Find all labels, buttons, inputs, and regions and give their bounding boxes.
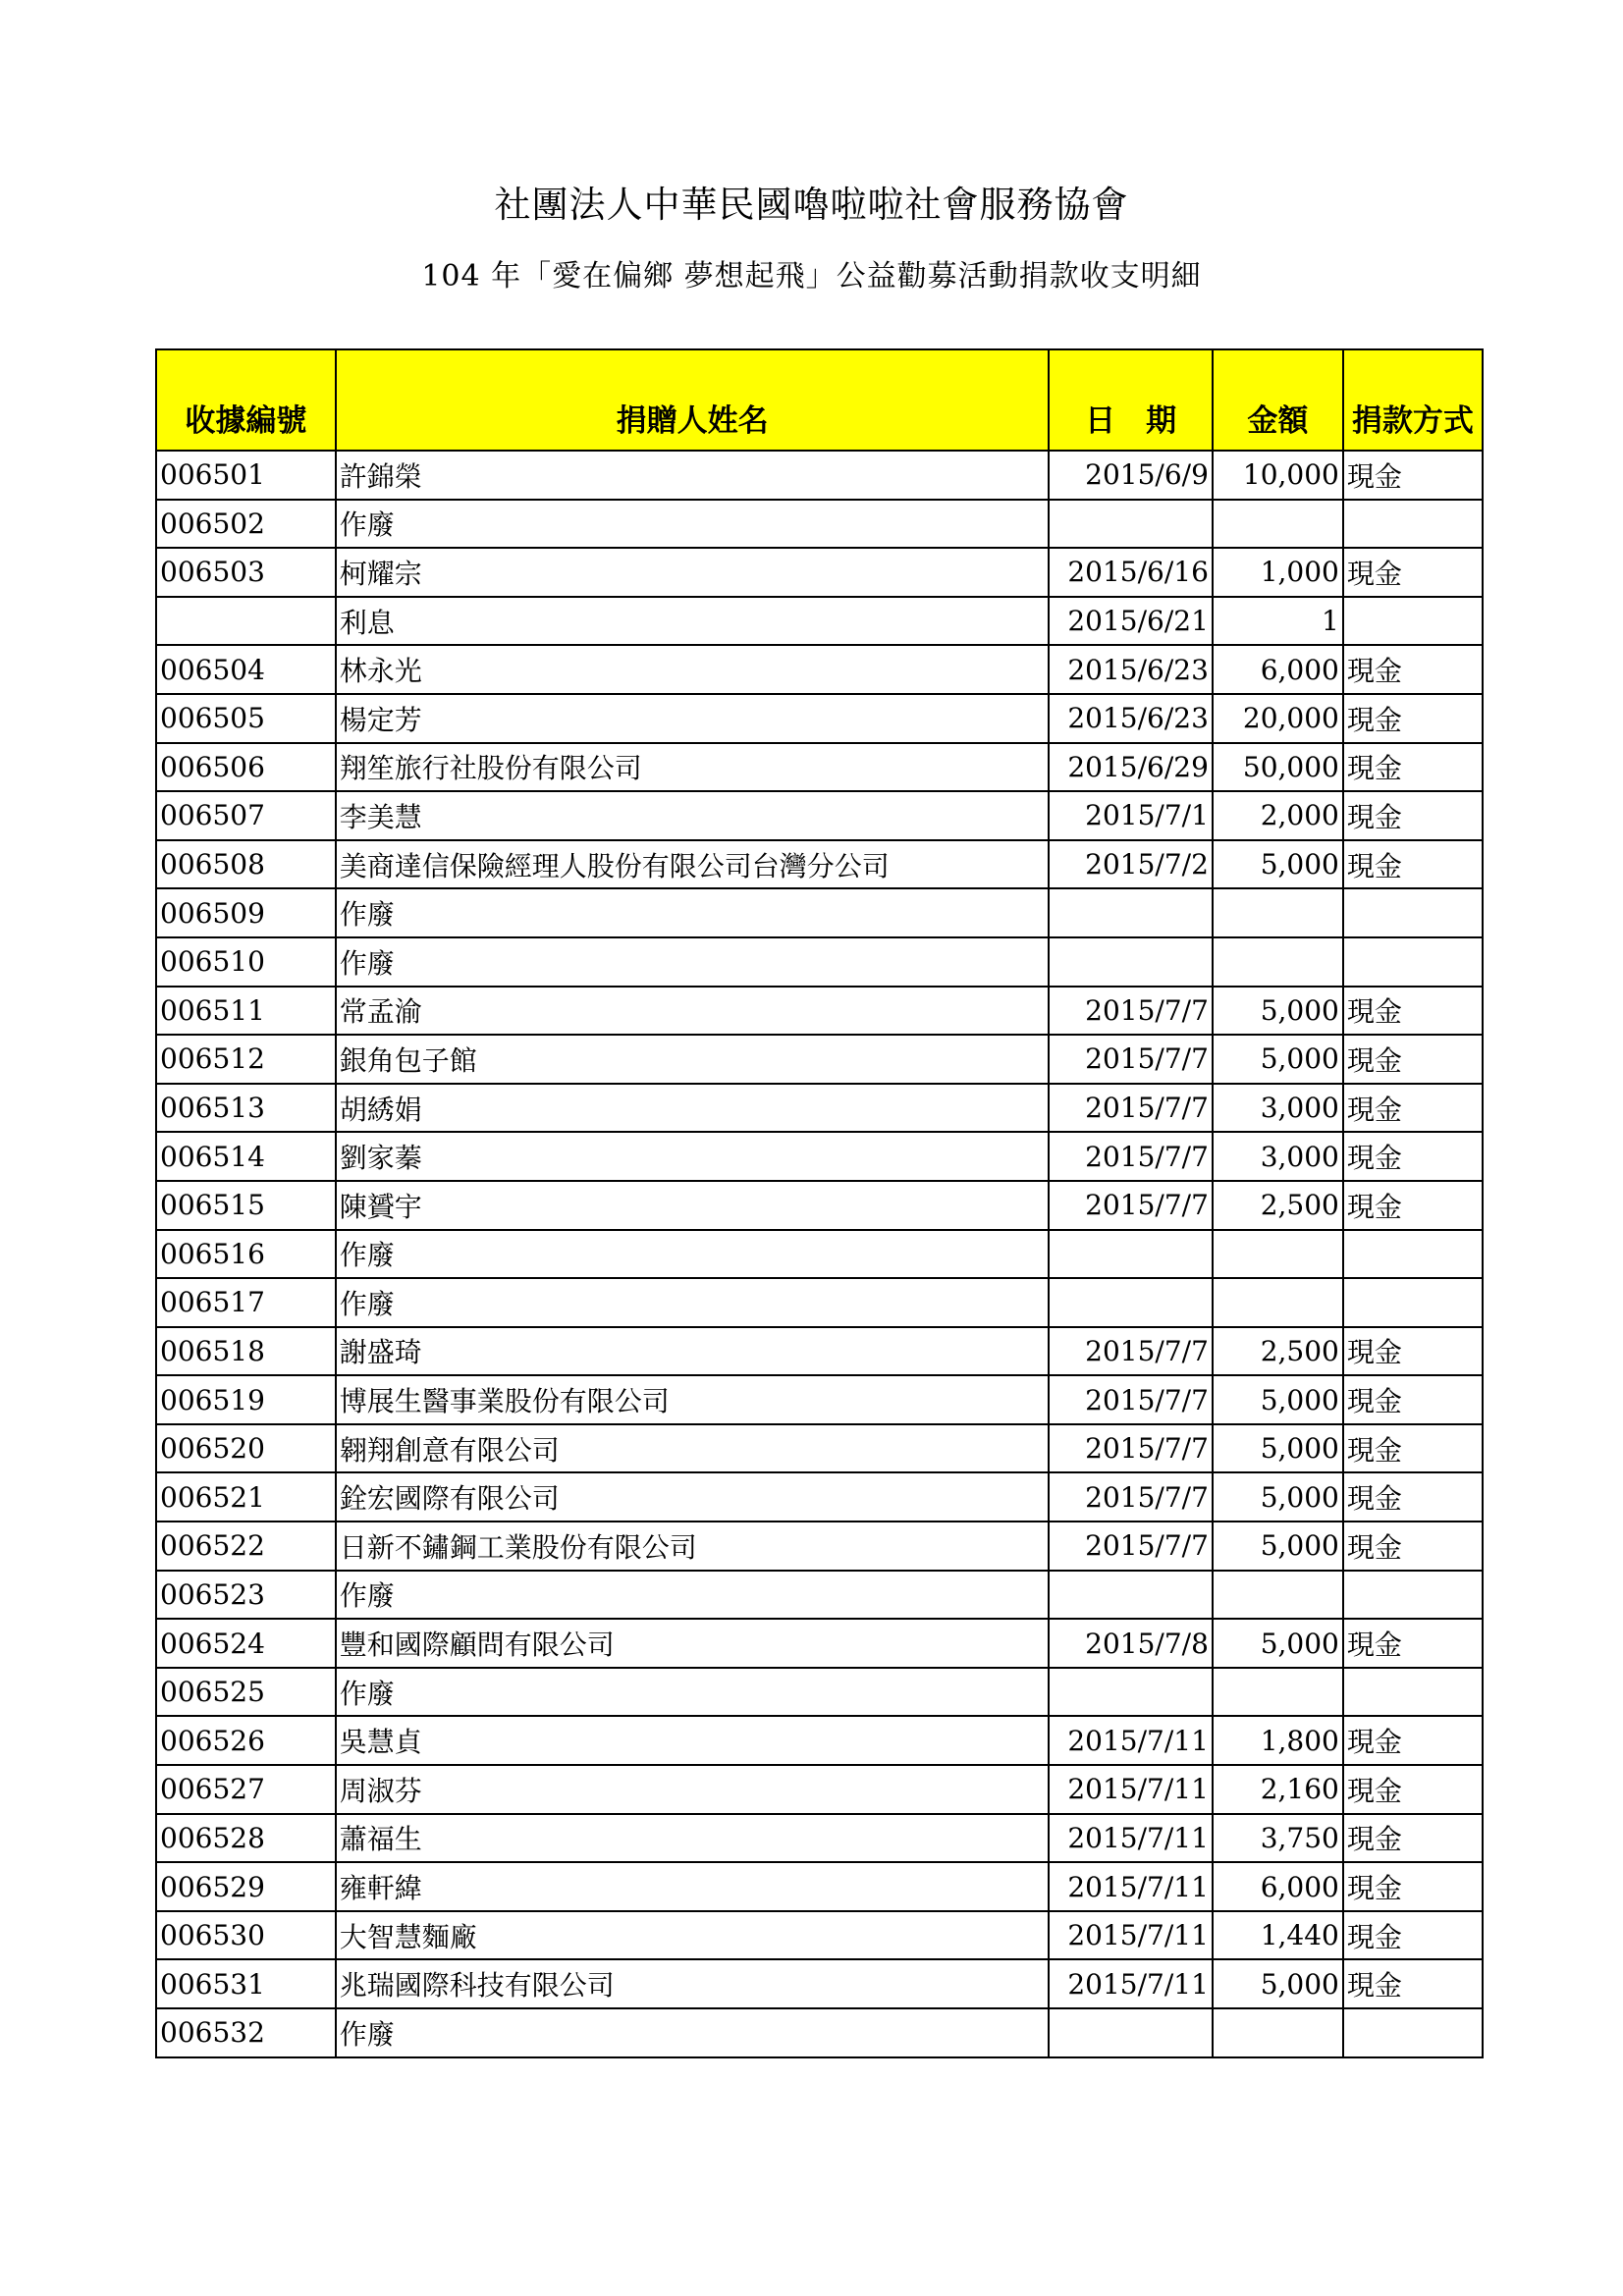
- table-row: [156, 1522, 1483, 1571]
- donor-name-cell: 作廢: [336, 888, 1050, 937]
- table-row: [156, 1424, 1483, 1473]
- date-cell: [1049, 1230, 1212, 1279]
- date-cell: [1049, 2008, 1212, 2057]
- donor-name-cell: 大智慧麵廠: [336, 1911, 1050, 1960]
- donor-name-cell: 作廢: [336, 500, 1050, 549]
- date-cell: [1049, 888, 1212, 937]
- date-cell: 2015/7/8: [1049, 1619, 1212, 1668]
- donor-name-cell: 蕭福生: [336, 1814, 1050, 1863]
- date-cell: 2015/6/29: [1049, 743, 1212, 792]
- receipt-no-cell: 006510: [156, 937, 336, 987]
- amount-cell: 50,000: [1213, 743, 1343, 792]
- method-cell: 現金: [1343, 1424, 1483, 1473]
- table-row: [156, 451, 1483, 500]
- table-row: [156, 1571, 1483, 1620]
- date-cell: 2015/6/16: [1049, 548, 1212, 597]
- date-cell: [1049, 1571, 1212, 1620]
- table-row: [156, 1668, 1483, 1717]
- date-cell: 2015/7/11: [1049, 1765, 1212, 1814]
- amount-cell: 1,800: [1213, 1716, 1343, 1765]
- method-cell: 現金: [1343, 1132, 1483, 1181]
- document-subtitle: 104 年「愛在偏鄉 夢想起飛」公益勸募活動捐款收支明細: [421, 259, 1202, 294]
- date-cell: [1049, 937, 1212, 987]
- table-row: [156, 791, 1483, 840]
- table-row: [156, 1619, 1483, 1668]
- method-cell: 現金: [1343, 1375, 1483, 1424]
- table-row: [156, 1765, 1483, 1814]
- amount-cell: 10,000: [1213, 451, 1343, 500]
- amount-cell: [1213, 1571, 1343, 1620]
- method-cell: 現金: [1343, 1619, 1483, 1668]
- table-row: [156, 1472, 1483, 1522]
- receipt-no-cell: 006516: [156, 1230, 336, 1279]
- table-row: [156, 2008, 1483, 2057]
- receipt-no-cell: 006507: [156, 791, 336, 840]
- donor-name-cell: 林永光: [336, 645, 1050, 694]
- method-cell: 現金: [1343, 840, 1483, 889]
- date-cell: 2015/7/7: [1049, 1424, 1212, 1473]
- donor-name-cell: 作廢: [336, 1230, 1050, 1279]
- amount-cell: 2,500: [1213, 1327, 1343, 1376]
- receipt-no-cell: 006529: [156, 1862, 336, 1911]
- method-cell: [1343, 2008, 1483, 2057]
- donor-name-cell: 胡綉娟: [336, 1084, 1050, 1133]
- method-cell: 現金: [1343, 1522, 1483, 1571]
- table-row: [156, 743, 1483, 792]
- donor-name-cell: 美商達信保險經理人股份有限公司台灣分公司: [336, 840, 1050, 889]
- table-row: [156, 548, 1483, 597]
- receipt-no-cell: 006502: [156, 500, 336, 549]
- receipt-no-cell: 006532: [156, 2008, 336, 2057]
- receipt-no-cell: 006521: [156, 1472, 336, 1522]
- amount-cell: 1: [1213, 597, 1343, 646]
- table-row: [156, 937, 1483, 987]
- method-cell: [1343, 937, 1483, 987]
- amount-cell: 3,000: [1213, 1084, 1343, 1133]
- amount-cell: 20,000: [1213, 694, 1343, 743]
- donor-name-cell: 劉家蓁: [336, 1132, 1050, 1181]
- amount-cell: 5,000: [1213, 1619, 1343, 1668]
- donor-name-cell: 翔笙旅行社股份有限公司: [336, 743, 1050, 792]
- amount-cell: 5,000: [1213, 987, 1343, 1036]
- donor-name-cell: 翱翔創意有限公司: [336, 1424, 1050, 1473]
- table-row: [156, 1959, 1483, 2008]
- date-cell: 2015/7/11: [1049, 1862, 1212, 1911]
- donor-name-cell: 作廢: [336, 1571, 1050, 1620]
- receipt-no-cell: 006520: [156, 1424, 336, 1473]
- method-cell: [1343, 1230, 1483, 1279]
- receipt-no-cell: 006519: [156, 1375, 336, 1424]
- receipt-no-cell: 006525: [156, 1668, 336, 1717]
- method-cell: 現金: [1343, 1814, 1483, 1863]
- date-cell: 2015/7/7: [1049, 1327, 1212, 1376]
- method-cell: 現金: [1343, 1472, 1483, 1522]
- receipt-no-cell: 006503: [156, 548, 336, 597]
- receipt-no-cell: 006526: [156, 1716, 336, 1765]
- table-row: [156, 694, 1483, 743]
- table-header-row: [156, 349, 1483, 451]
- donor-name-cell: 兆瑞國際科技有限公司: [336, 1959, 1050, 2008]
- donor-name-cell: 豐和國際顧問有限公司: [336, 1619, 1050, 1668]
- receipt-no-cell: 006523: [156, 1571, 336, 1620]
- donor-name-cell: 銀角包子館: [336, 1035, 1050, 1084]
- date-cell: 2015/7/11: [1049, 1716, 1212, 1765]
- amount-cell: 1,440: [1213, 1911, 1343, 1960]
- amount-cell: 3,750: [1213, 1814, 1343, 1863]
- receipt-no-cell: 006530: [156, 1911, 336, 1960]
- amount-cell: [1213, 1668, 1343, 1717]
- receipt-no-cell: 006501: [156, 451, 336, 500]
- donor-name-cell: 常孟渝: [336, 987, 1050, 1036]
- method-cell: 現金: [1343, 1862, 1483, 1911]
- method-cell: [1343, 1668, 1483, 1717]
- date-cell: 2015/6/21: [1049, 597, 1212, 646]
- table-row: [156, 1327, 1483, 1376]
- date-cell: 2015/7/7: [1049, 1375, 1212, 1424]
- method-cell: 現金: [1343, 694, 1483, 743]
- receipt-no-cell: 006515: [156, 1181, 336, 1230]
- receipt-no-cell: 006531: [156, 1959, 336, 2008]
- method-cell: 現金: [1343, 743, 1483, 792]
- donor-name-cell: 作廢: [336, 937, 1050, 987]
- donor-name-cell: 雍軒緯: [336, 1862, 1050, 1911]
- donor-name-cell: 許錦榮: [336, 451, 1050, 500]
- donor-name-cell: 作廢: [336, 1668, 1050, 1717]
- table-row: [156, 500, 1483, 549]
- amount-cell: 2,000: [1213, 791, 1343, 840]
- donor-name-cell: 日新不鏽鋼工業股份有限公司: [336, 1522, 1050, 1571]
- amount-cell: 2,160: [1213, 1765, 1343, 1814]
- receipt-no-cell: 006514: [156, 1132, 336, 1181]
- table-row: [156, 645, 1483, 694]
- donor-name-cell: 謝盛琦: [336, 1327, 1050, 1376]
- method-cell: 現金: [1343, 451, 1483, 500]
- receipt-no-cell: 006508: [156, 840, 336, 889]
- method-cell: 現金: [1343, 1327, 1483, 1376]
- receipt-no-cell: 006509: [156, 888, 336, 937]
- table-row: [156, 888, 1483, 937]
- date-cell: 2015/7/11: [1049, 1959, 1212, 2008]
- amount-cell: 5,000: [1213, 1959, 1343, 2008]
- receipt-no-cell: 006524: [156, 1619, 336, 1668]
- date-cell: [1049, 1668, 1212, 1717]
- amount-cell: [1213, 500, 1343, 549]
- donor-name-cell: 博展生醫事業股份有限公司: [336, 1375, 1050, 1424]
- method-cell: [1343, 500, 1483, 549]
- method-cell: 現金: [1343, 1716, 1483, 1765]
- header-date: 日 期: [1049, 349, 1212, 451]
- donor-name-cell: 李美慧: [336, 791, 1050, 840]
- amount-cell: 5,000: [1213, 1375, 1343, 1424]
- date-cell: 2015/7/11: [1049, 1814, 1212, 1863]
- table-row: [156, 597, 1483, 646]
- method-cell: 現金: [1343, 1084, 1483, 1133]
- method-cell: 現金: [1343, 1181, 1483, 1230]
- donor-name-cell: 陳贇宇: [336, 1181, 1050, 1230]
- date-cell: 2015/7/7: [1049, 1084, 1212, 1133]
- date-cell: 2015/6/9: [1049, 451, 1212, 500]
- date-cell: 2015/7/7: [1049, 1035, 1212, 1084]
- receipt-no-cell: 006513: [156, 1084, 336, 1133]
- header-donor-name: 捐贈人姓名: [336, 349, 1050, 451]
- amount-cell: 5,000: [1213, 840, 1343, 889]
- amount-cell: 2,500: [1213, 1181, 1343, 1230]
- amount-cell: 6,000: [1213, 645, 1343, 694]
- date-cell: [1049, 1278, 1212, 1327]
- table-row: [156, 1181, 1483, 1230]
- table-row: [156, 987, 1483, 1036]
- date-cell: 2015/7/1: [1049, 791, 1212, 840]
- donor-name-cell: 柯耀宗: [336, 548, 1050, 597]
- amount-cell: [1213, 937, 1343, 987]
- donor-name-cell: 吳慧貞: [336, 1716, 1050, 1765]
- donor-name-cell: 周淑芬: [336, 1765, 1050, 1814]
- amount-cell: [1213, 2008, 1343, 2057]
- amount-cell: 3,000: [1213, 1132, 1343, 1181]
- receipt-no-cell: 006517: [156, 1278, 336, 1327]
- amount-cell: 5,000: [1213, 1472, 1343, 1522]
- donation-ledger-table: [155, 348, 1484, 2058]
- date-cell: 2015/7/7: [1049, 1132, 1212, 1181]
- receipt-no-cell: 006527: [156, 1765, 336, 1814]
- table-row: [156, 1230, 1483, 1279]
- receipt-no-cell: 006528: [156, 1814, 336, 1863]
- table-row: [156, 1132, 1483, 1181]
- amount-cell: 5,000: [1213, 1522, 1343, 1571]
- date-cell: 2015/6/23: [1049, 694, 1212, 743]
- amount-cell: [1213, 1278, 1343, 1327]
- amount-cell: [1213, 1230, 1343, 1279]
- method-cell: [1343, 888, 1483, 937]
- method-cell: 現金: [1343, 1765, 1483, 1814]
- date-cell: 2015/7/7: [1049, 1181, 1212, 1230]
- receipt-no-cell: 006505: [156, 694, 336, 743]
- method-cell: [1343, 1278, 1483, 1327]
- amount-cell: 5,000: [1213, 1035, 1343, 1084]
- table-row: [156, 1716, 1483, 1765]
- receipt-no-cell: 006506: [156, 743, 336, 792]
- document-title: 社團法人中華民國嚕啦啦社會服務協會: [494, 184, 1129, 226]
- receipt-no-cell: [156, 597, 336, 646]
- donor-name-cell: 作廢: [336, 2008, 1050, 2057]
- amount-cell: 1,000: [1213, 548, 1343, 597]
- method-cell: 現金: [1343, 1911, 1483, 1960]
- date-cell: 2015/7/7: [1049, 987, 1212, 1036]
- header-amount: 金額: [1213, 349, 1343, 451]
- table-row: [156, 1278, 1483, 1327]
- table-row: [156, 1862, 1483, 1911]
- table-row: [156, 1035, 1483, 1084]
- amount-cell: [1213, 888, 1343, 937]
- date-cell: 2015/7/2: [1049, 840, 1212, 889]
- amount-cell: 5,000: [1213, 1424, 1343, 1473]
- donor-name-cell: 銓宏國際有限公司: [336, 1472, 1050, 1522]
- table-body: [156, 451, 1483, 2057]
- method-cell: 現金: [1343, 1035, 1483, 1084]
- table-row: [156, 1911, 1483, 1960]
- date-cell: 2015/7/7: [1049, 1522, 1212, 1571]
- table-row: [156, 840, 1483, 889]
- donor-name-cell: 作廢: [336, 1278, 1050, 1327]
- header-method: 捐款方式: [1343, 349, 1483, 451]
- receipt-no-cell: 006512: [156, 1035, 336, 1084]
- method-cell: 現金: [1343, 548, 1483, 597]
- method-cell: [1343, 1571, 1483, 1620]
- receipt-no-cell: 006511: [156, 987, 336, 1036]
- method-cell: 現金: [1343, 987, 1483, 1036]
- date-cell: [1049, 500, 1212, 549]
- date-cell: 2015/7/7: [1049, 1472, 1212, 1522]
- method-cell: [1343, 597, 1483, 646]
- table-row: [156, 1375, 1483, 1424]
- amount-cell: 6,000: [1213, 1862, 1343, 1911]
- header-receipt-no: 收據編號: [156, 349, 336, 451]
- method-cell: 現金: [1343, 1959, 1483, 2008]
- donor-name-cell: 利息: [336, 597, 1050, 646]
- table-row: [156, 1814, 1483, 1863]
- date-cell: 2015/7/11: [1049, 1911, 1212, 1960]
- receipt-no-cell: 006504: [156, 645, 336, 694]
- method-cell: 現金: [1343, 791, 1483, 840]
- method-cell: 現金: [1343, 645, 1483, 694]
- table-row: [156, 1084, 1483, 1133]
- date-cell: 2015/6/23: [1049, 645, 1212, 694]
- receipt-no-cell: 006518: [156, 1327, 336, 1376]
- receipt-no-cell: 006522: [156, 1522, 336, 1571]
- donor-name-cell: 楊定芳: [336, 694, 1050, 743]
